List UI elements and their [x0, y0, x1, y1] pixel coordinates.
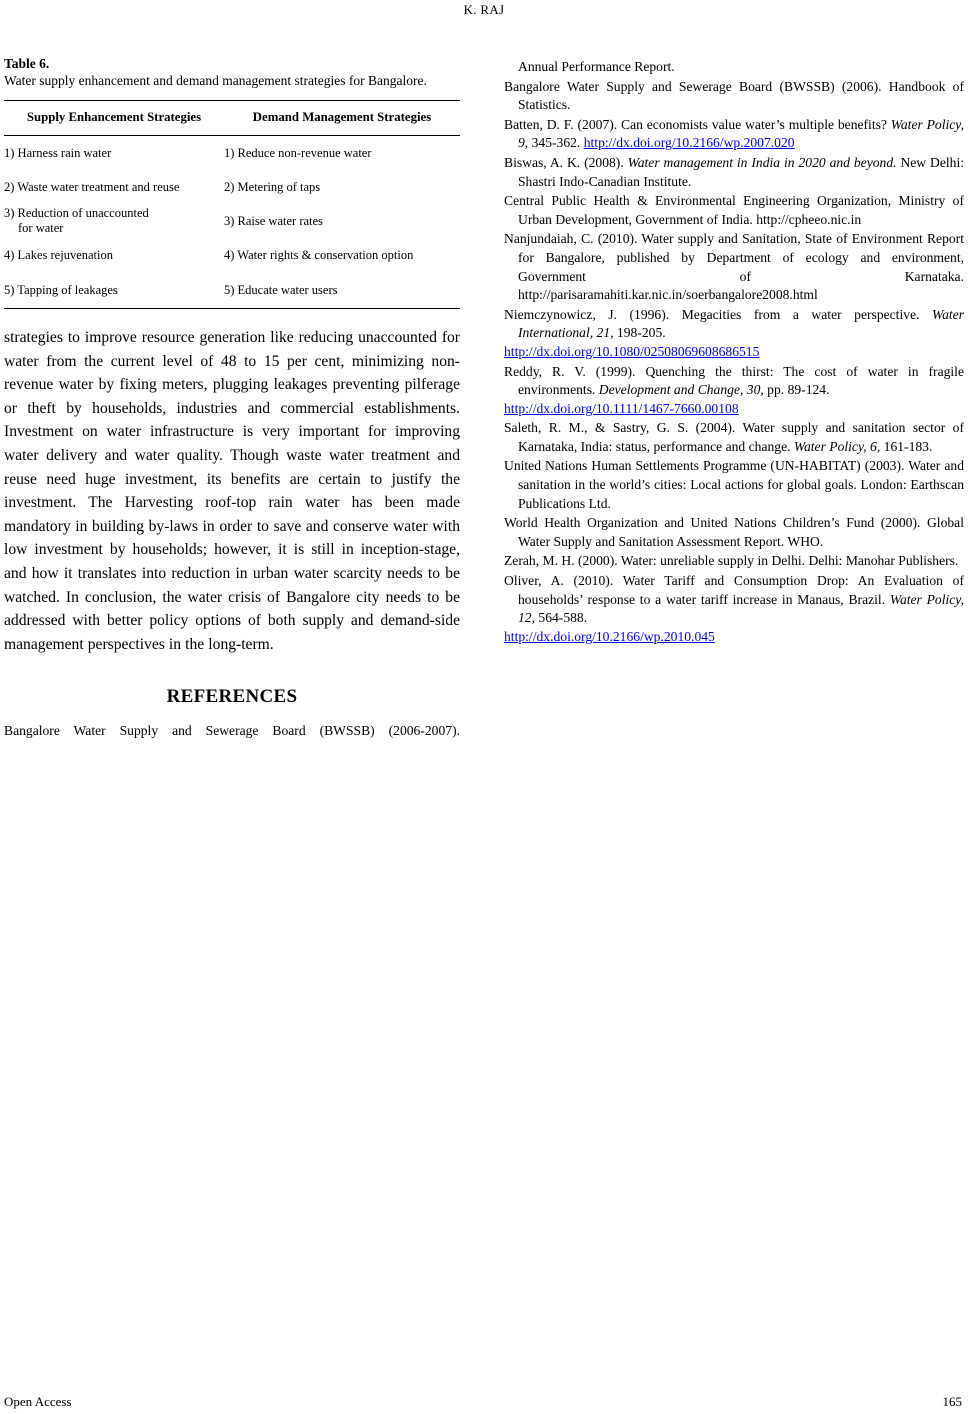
- reference-entry: [504, 419, 964, 456]
- left-column: [4, 56, 460, 740]
- reference-text: Oliver, A. (2010). Water Tariff and Consumption Drop: An Evaluation of households’ response to a water tariff increase in Manaus, Brazil.: [504, 573, 964, 607]
- table-header-row: [4, 101, 460, 136]
- reference-entry: [504, 552, 964, 571]
- reference-pages: pp. 89-124.: [763, 382, 830, 398]
- reference-text: Zerah, M. H. (2000). Water: unreliable supply in Delhi. Delhi: Manohar Publishers.: [504, 553, 959, 569]
- reference-journal: Water management in India in 2020 and beyond.: [627, 154, 897, 170]
- reference-text: Niemczynowicz, J. (1996). Megacities from a water perspective.: [504, 306, 933, 322]
- table-cell: 2) Waste water treatment and reuse: [4, 179, 180, 194]
- reference-journal: Water International, 21,: [518, 306, 964, 341]
- table-cell: 3) Raise water rates: [224, 213, 323, 228]
- reference-entry-first: Bangalore Water Supply and Sewerage Board (BWSSB) (2006-2007).: [4, 723, 460, 739]
- page-number: 165: [942, 1394, 962, 1409]
- reference-journal: Water Policy, 9,: [518, 116, 964, 151]
- reference-entry: [504, 230, 964, 304]
- table-cell: 1) Reduce non-revenue water: [224, 145, 372, 160]
- references-heading: REFERENCES: [166, 686, 298, 708]
- reference-doi-link[interactable]: http://dx.doi.org/10.1080/02508069608686515: [504, 343, 760, 359]
- strategies-table: [4, 100, 460, 309]
- reference-text: World Health Organization and United Nations Children’s Fund (2000). Global Water Supply and Sanitation Assessment Report. WHO.: [504, 515, 964, 549]
- table-cell: 1) Harness rain water: [4, 145, 112, 160]
- table-cell: 5) Tapping of leakages: [4, 272, 224, 309]
- table-cell-continuation: for water: [18, 221, 64, 235]
- table-row: [4, 170, 460, 204]
- table-cell: 4) Lakes rejuvenation: [4, 247, 113, 262]
- right-column: [504, 58, 964, 647]
- table-row: [4, 136, 460, 171]
- footer-open-access: Open Access: [4, 1394, 72, 1409]
- table-cell-line: 3) Reduction of unaccounted: [4, 206, 149, 220]
- reference-journal: Water Policy, 12,: [518, 591, 964, 626]
- reference-text: Central Public Health & Environmental Engineering Organization, Ministry of Urban Development, Government of India. http://cpheeo.nic.in: [504, 193, 964, 227]
- table-cell: 5) Educate water users: [224, 272, 460, 309]
- reference-entry: [504, 78, 964, 115]
- table-cell: [4, 204, 224, 238]
- reference-entry: [504, 457, 964, 513]
- table-caption: Water supply enhancement and demand management strategies for Bangalore.: [4, 73, 427, 88]
- reference-journal: Development and Change, 30,: [598, 382, 764, 398]
- table-row: [4, 238, 460, 272]
- reference-continuation: Annual Performance Report.: [518, 59, 675, 74]
- table-cell: 4) Water rights & conservation option: [224, 247, 414, 262]
- reference-entry: [504, 116, 964, 153]
- reference-text: Saleth, R. M., & Sastry, G. S. (2004). Water supply and sanitation sector of Karnataka, India: status, performance and change.: [504, 420, 964, 454]
- table-header-demand: Demand Management Strategies: [224, 101, 460, 136]
- reference-entry: [504, 514, 964, 551]
- body-paragraph: strategies to improve resource generation like reducing unaccounted for water from the current level of 48 to 15 per cent, minimizing non-revenue water by fixing meters, plugging leakages preventing pilferage or theft by households, industries and commercial establishments. Investment on water infrastructure is very important for improving water delivery and water quality. Though waste water treatment and reuse need huge investment, its benefits are certain to justify the investment. The Harvesting roof-top rain water has been made mandatory in building by-laws in order to save and conserve water with low investment by households; however, it is still in inception-stage, and how it translates into reduction in urban water scarcity needs to be watched. In conclusion, the water crisis of Bangalore city needs to be addressed with better policy options of both supply and demand-side management perspectives in the long-term.: [4, 329, 460, 653]
- reference-entry: [504, 154, 964, 191]
- reference-entry: [504, 572, 964, 646]
- reference-doi-link[interactable]: http://dx.doi.org/10.1111/1467-7660.00108: [504, 400, 739, 416]
- reference-doi-link[interactable]: http://dx.doi.org/10.2166/wp.2007.020: [583, 135, 795, 151]
- table-title: Table 6.: [4, 56, 50, 71]
- reference-text: Bangalore Water Supply and Sewerage Board (BWSSB) (2006). Handbook of Statistics.: [504, 78, 964, 113]
- reference-pages: 198-205.: [613, 325, 666, 341]
- reference-entry: [504, 363, 964, 419]
- reference-text: Reddy, R. V. (1999). Quenching the thirst: The cost of water in fragile environments.: [504, 363, 964, 398]
- reference-text: United Nations Human Settlements Programme (UN-HABITAT) (2003). Water and sanitation in the world’s cities: Local actions for global goals. London: Earthscan Publications Ltd.: [504, 458, 964, 511]
- reference-pages: 564-588.: [535, 610, 588, 626]
- table-row: [4, 204, 460, 238]
- reference-text: Nanjundaiah, C. (2010). Water supply and Sanitation, State of Environment Report for Bangalore, published by Department of ecology and environment, Government of Karnataka. http://parisaramahiti.kar.nic.in/soerbangalore2008.html: [504, 231, 964, 303]
- reference-entry: [504, 306, 964, 362]
- reference-pages: New Delhi: Shastri Indo-Canadian Institute.: [518, 154, 964, 189]
- reference-pages: 345-362.: [528, 135, 584, 151]
- reference-list: [504, 78, 964, 647]
- table-header-supply: Supply Enhancement Strategies: [4, 101, 224, 136]
- table-row: [4, 272, 460, 309]
- table-cell: 2) Metering of taps: [224, 179, 321, 194]
- reference-doi-link[interactable]: http://dx.doi.org/10.2166/wp.2010.045: [504, 628, 715, 644]
- reference-text: Batten, D. F. (2007). Can economists value water’s multiple benefits?: [504, 116, 891, 132]
- reference-entry: [504, 192, 964, 229]
- reference-pages: 161-183.: [880, 438, 933, 454]
- running-head: K. RAJ: [463, 2, 505, 17]
- reference-journal: Water Policy, 6,: [793, 438, 881, 454]
- reference-text: Biswas, A. K. (2008).: [504, 154, 628, 170]
